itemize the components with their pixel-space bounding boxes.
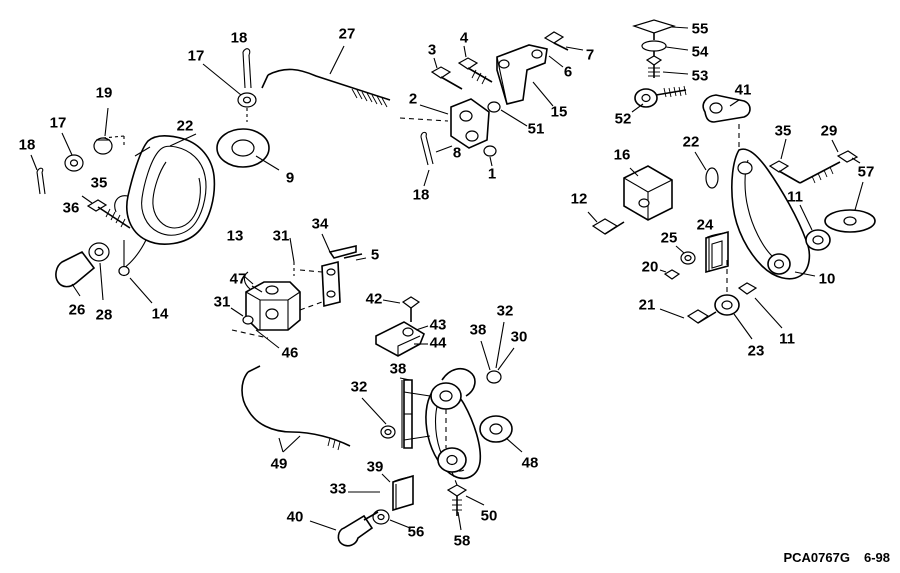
callout-15: 15 [550, 103, 568, 121]
callout-58: 58 [453, 532, 471, 550]
callout-36: 36 [62, 199, 80, 217]
callout-27: 27 [338, 25, 356, 43]
callout-23: 23 [747, 342, 765, 360]
callout-18-center: 18 [412, 186, 430, 204]
callout-32-lower: 32 [350, 378, 368, 396]
callout-20: 20 [641, 258, 659, 276]
callout-11-lower: 11 [779, 330, 795, 348]
callout-57: 57 [857, 163, 875, 181]
callout-49: 49 [270, 455, 288, 473]
callout-31-upper: 31 [272, 227, 290, 245]
callout-43: 43 [429, 316, 447, 334]
callout-7: 7 [585, 46, 595, 64]
callout-40: 40 [286, 508, 304, 526]
callout-52: 52 [614, 110, 632, 128]
callout-18-left: 18 [18, 136, 36, 154]
callout-17-left: 17 [49, 114, 67, 132]
callout-34: 34 [311, 215, 329, 233]
callout-38-lower: 38 [389, 360, 407, 378]
callout-46: 46 [281, 344, 299, 362]
figure-code-text: PCA0767G [783, 550, 850, 565]
callout-2: 2 [408, 90, 418, 108]
callout-18-top: 18 [230, 29, 248, 47]
callout-3: 3 [427, 41, 437, 59]
callout-13: 13 [226, 227, 244, 245]
callout-29: 29 [820, 122, 838, 140]
callout-35-right: 35 [774, 122, 792, 140]
callout-12: 12 [570, 190, 588, 208]
callout-8: 8 [452, 144, 462, 162]
callout-22-right: 22 [682, 133, 700, 151]
callout-28: 28 [95, 306, 113, 324]
callout-51: 51 [527, 120, 545, 138]
callout-55: 55 [691, 20, 709, 38]
callout-9: 9 [285, 169, 295, 187]
callout-5: 5 [370, 246, 380, 264]
callout-41: 41 [734, 81, 752, 99]
callout-54: 54 [691, 43, 709, 61]
callout-50: 50 [480, 507, 498, 525]
callout-48: 48 [521, 454, 539, 472]
figure-code [783, 550, 890, 565]
callout-42: 42 [365, 290, 383, 308]
callout-4: 4 [459, 29, 469, 47]
callout-1: 1 [487, 165, 497, 183]
callout-26: 26 [68, 301, 86, 319]
figure-date-text: 6-98 [863, 550, 890, 565]
callout-17-top: 17 [187, 47, 205, 65]
callout-38-upper: 38 [469, 321, 487, 339]
callout-24: 24 [696, 216, 714, 234]
callout-14: 14 [151, 305, 169, 323]
callout-25: 25 [660, 229, 678, 247]
callout-21: 21 [638, 296, 656, 314]
callout-6: 6 [563, 63, 573, 81]
callout-56: 56 [407, 523, 425, 541]
callout-53: 53 [691, 67, 709, 85]
callout-10: 10 [818, 270, 836, 288]
callout-47: 47 [229, 270, 247, 288]
callout-30: 30 [510, 328, 528, 346]
callout-11-upper: 11 [787, 188, 803, 206]
callout-33: 33 [329, 480, 347, 498]
callout-19: 19 [95, 84, 113, 102]
callout-44: 44 [429, 334, 447, 352]
callout-16: 16 [613, 146, 631, 164]
callout-31-lower: 31 [213, 293, 231, 311]
callout-39: 39 [366, 458, 384, 476]
callout-32-upper: 32 [496, 302, 514, 320]
callout-22-left: 22 [176, 117, 194, 135]
callout-35-left: 35 [90, 174, 108, 192]
